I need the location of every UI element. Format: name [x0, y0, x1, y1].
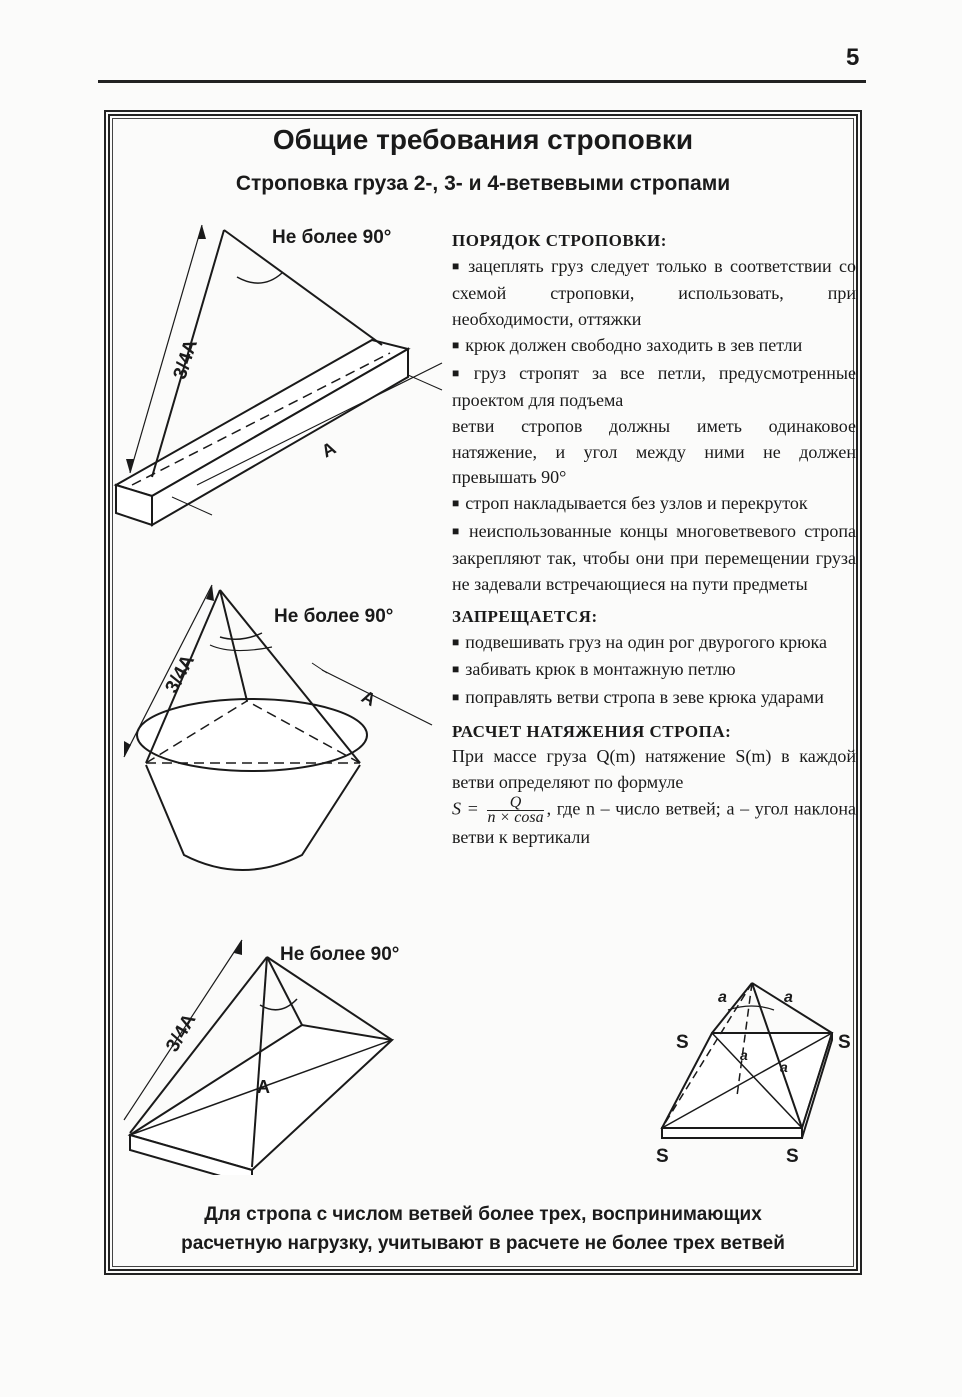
side-label-1: A — [318, 437, 340, 462]
side-label-3: A — [257, 1077, 270, 1097]
side-label-2: A — [358, 686, 380, 711]
tension-label-br: S — [786, 1146, 799, 1167]
text-column — [452, 228, 856, 850]
tension-label-tr: S — [838, 1032, 851, 1053]
procedure-note: ветви стропов должны иметь одинаковое натяжение, и угол между ними не должен превышать 90° — [452, 415, 856, 488]
alpha-label-mid2: a — [780, 1059, 788, 1075]
plate-sling-figure — [112, 935, 412, 1175]
formula-fraction — [487, 793, 544, 826]
cone-sling-figure — [112, 575, 442, 875]
sling-length-label-2: 3/4A — [161, 651, 199, 697]
procedure-item: ■ зацеплять груз следует только в соответствии со схемой строповки, использовать, при необходимости, оттяжки — [452, 254, 856, 333]
procedure-item: ■ неиспользованные концы многоветвевого стропа закрепляют так, чтобы они при перемещении груза не задевали встречающиеся на пути предметы — [452, 519, 856, 598]
calculation-intro: При массе груза Q(m) натяжение S(m) в каждой ветви определяют по формуле — [452, 746, 856, 793]
calculation-text — [452, 744, 856, 795]
beam-sling-figure — [112, 215, 452, 545]
header-rule — [98, 80, 866, 83]
forbidden-item: ■ подвешивать груз на один рог двурогого крюка — [452, 630, 856, 658]
footer-line-1: Для стропа с числом ветвей более трех, воспринимающих — [204, 1204, 762, 1225]
tension-label-tl: S — [676, 1032, 689, 1053]
formula-denominator: n × cosa — [487, 808, 544, 826]
forbidden-item: ■ поправлять ветви стропа в зеве крюка ударами — [452, 685, 856, 713]
formula-lhs: S = — [452, 798, 479, 819]
formula-numerator: Q — [487, 796, 543, 811]
procedure-item: ■ крюк должен свободно заходить в зев петли — [452, 333, 856, 361]
calculation-heading: РАСЧЕТ НАТЯЖЕНИЯ СТРОПА: — [452, 721, 732, 741]
tension-diagram — [652, 978, 864, 1168]
forbidden-item: ■ забивать крюк в монтажную петлю — [452, 657, 856, 685]
procedure-item: ■ строп накладывается без узлов и перекруток — [452, 491, 856, 519]
alpha-label-right: a — [784, 989, 793, 1006]
footer-line-2: расчетную нагрузку, учитывают в расчете не более трех ветвей — [181, 1233, 785, 1254]
page-subtitle: Строповка груза 2-, 3- и 4-ветвевыми стропами — [235, 172, 731, 195]
procedure-item: ■ груз стропят за все петли, предусмотренные проектом для подъема — [452, 361, 856, 414]
procedure-heading: ПОРЯДОК СТРОПОВКИ: — [452, 231, 667, 250]
angle-label-1: Не более 90° — [272, 227, 392, 248]
calculation-tail: , где n – число ветвей; a – угол наклона ветви к вертикали — [452, 798, 856, 847]
alpha-label-mid: a — [740, 1047, 748, 1063]
formula-line — [452, 793, 856, 851]
tension-label-bl: S — [656, 1146, 669, 1167]
angle-label-3: Не более 90° — [280, 944, 400, 965]
angle-label-2: Не более 90° — [274, 606, 394, 627]
sling-length-label-3: 3/4A — [162, 1010, 201, 1056]
page-title: Общие требования строповки — [272, 124, 694, 155]
alpha-label-left: a — [718, 989, 727, 1006]
page-number: 5 — [846, 44, 860, 71]
forbidden-heading: ЗАПРЕЩАЕТСЯ: — [452, 606, 598, 626]
footer-note — [112, 1200, 854, 1258]
sling-length-label-1: 3/4A — [169, 337, 203, 382]
